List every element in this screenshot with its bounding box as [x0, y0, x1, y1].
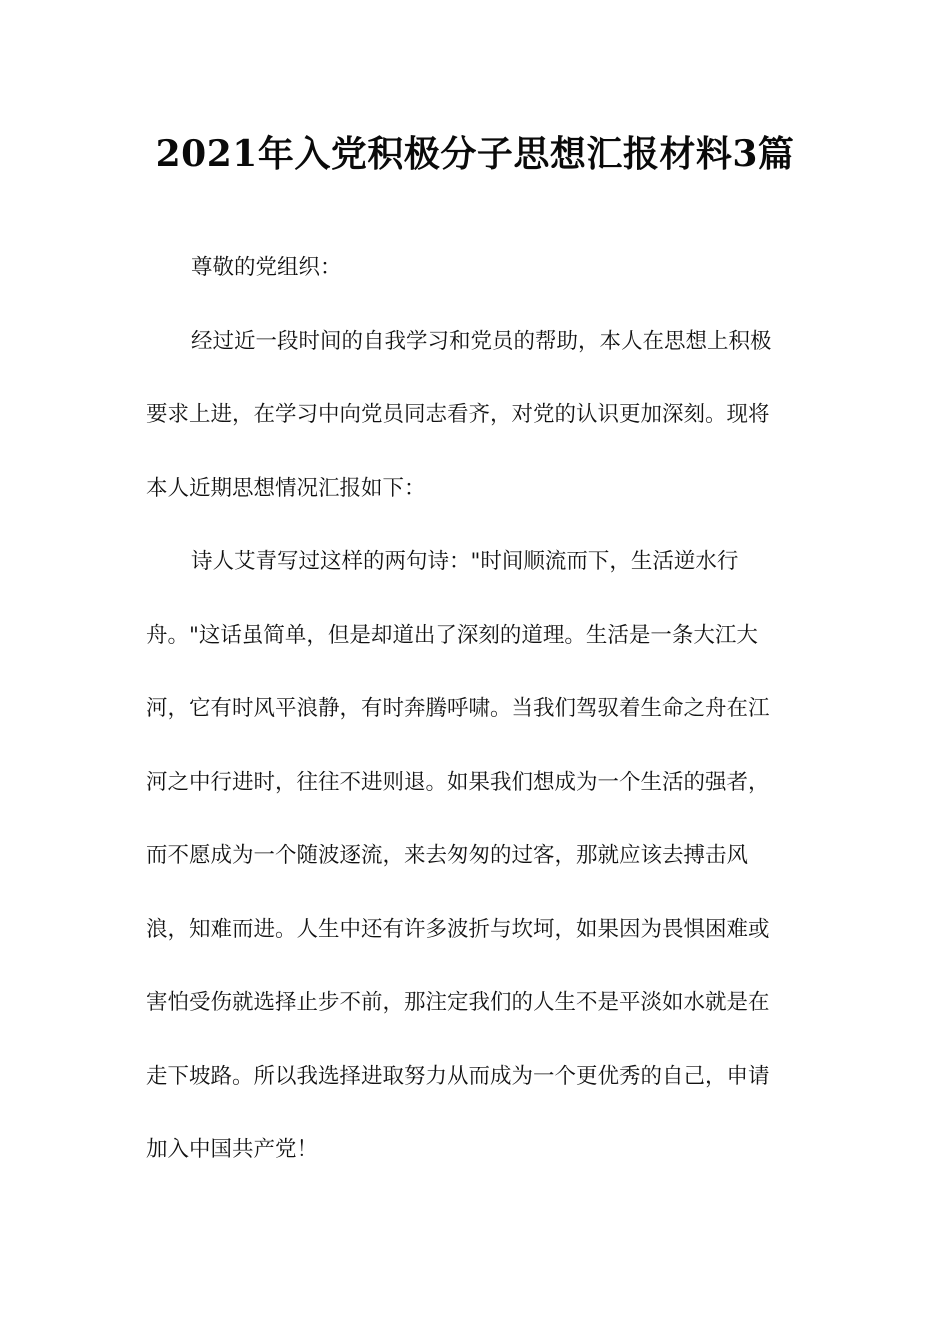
salutation-line: 尊敬的党组织： [191, 255, 342, 280]
paragraph-2-line-8: 走下坡路。所以我选择进取努力从而成为一个更优秀的自己，申请 [146, 1063, 770, 1089]
paragraph-2-line-7: 害怕受伤就选择止步不前，那注定我们的人生不是平淡如水就是在 [146, 990, 770, 1015]
paragraph-2-line-2: 舟。"这话虽简单，但是却道出了深刻的道理。生活是一条大江大 [146, 622, 758, 648]
document-title: 2021年入党积极分子思想汇报材料3篇 [155, 133, 795, 175]
paragraph-2-line-5: 而不愿成为一个随波逐流，来去匆匆的过客，那就应该去搏击风 [146, 843, 749, 868]
paragraph-2-line-6: 浪，知难而进。人生中还有许多波折与坎坷，如果因为畏惧困难或 [146, 916, 770, 942]
paragraph-2-line-9: 加入中国共产党！ [146, 1137, 319, 1162]
paragraph-1-line-2: 要求上进，在学习中向党员同志看齐，对党的认识更加深刻。现将 [146, 402, 770, 427]
paragraph-1-line-3: 本人近期思想情况汇报如下： [146, 475, 426, 501]
paragraph-2-line-4: 河之中行进时，往往不进则退。如果我们想成为一个生活的强者， [146, 769, 770, 795]
paragraph-2-line-3: 河，它有时风平浪静，有时奔腾呼啸。当我们驾驭着生命之舟在江 [146, 696, 770, 721]
paragraph-1-line-1: 经过近一段时间的自我学习和党员的帮助，本人在思想上积极 [191, 328, 772, 354]
document-body [146, 231, 806, 1187]
paragraph-2-line-1: 诗人艾青写过这样的两句诗："时间顺流而下，生活逆水行 [191, 549, 739, 574]
